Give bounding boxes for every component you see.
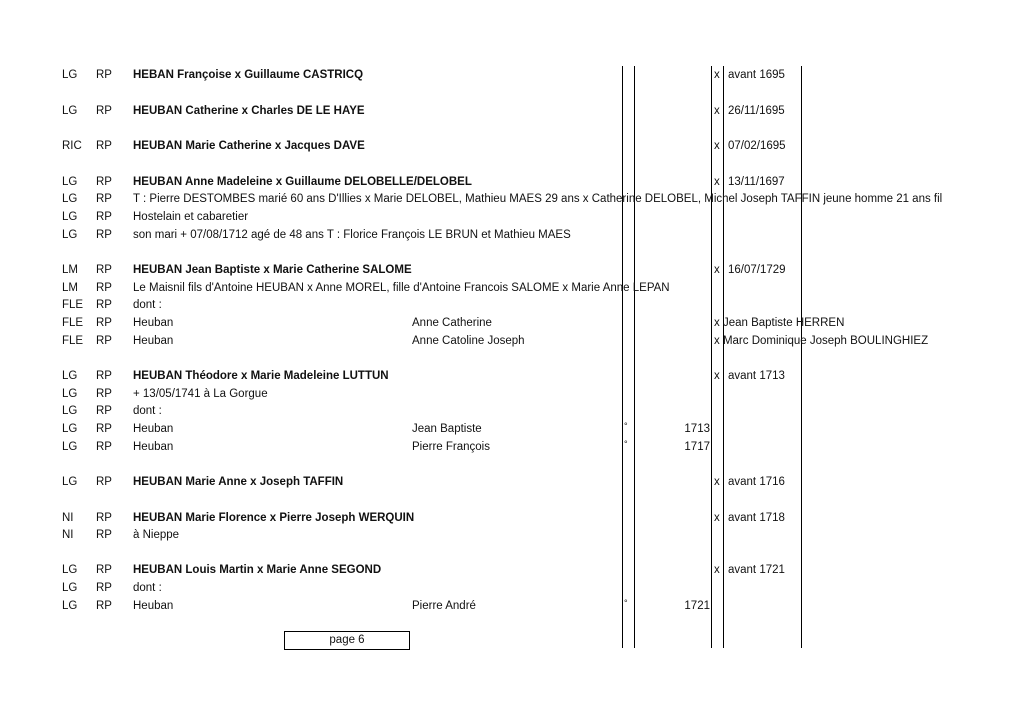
parish-code: LG — [62, 193, 78, 205]
couple-heading: HEUBAN Louis Martin x Marie Anne SEGOND — [133, 564, 382, 576]
marriage-date: 13/11/1697 — [728, 176, 785, 188]
table-row — [0, 66, 1024, 84]
page-number: page 6 — [329, 634, 365, 646]
source-code: RP — [96, 69, 112, 81]
couple-heading: HEBAN Françoise x Guillaume CASTRICQ — [133, 69, 364, 81]
couple-heading: HEUBAN Marie Florence x Pierre Joseph WERQUIN — [133, 512, 415, 524]
table-row — [0, 102, 1024, 120]
first-name: Anne Catoline Joseph — [412, 335, 525, 347]
spouse-name: x Jean Baptiste HERREN — [714, 317, 845, 329]
source-code: RP — [96, 335, 112, 347]
entry-text: Heuban — [133, 423, 174, 435]
table-row — [0, 137, 1024, 155]
entry-text: + 13/05/1741 à La Gorgue — [133, 388, 268, 400]
parish-code: LM — [62, 282, 78, 294]
entry-text: dont : — [133, 299, 162, 311]
source-code: RP — [96, 193, 112, 205]
table-row — [0, 385, 1024, 403]
marriage-date: avant 1718 — [728, 512, 785, 524]
birth-symbol: ° — [624, 439, 628, 449]
couple-heading: HEUBAN Catherine x Charles DE LE HAYE — [133, 105, 365, 117]
parish-code: LM — [62, 264, 78, 276]
table-row — [0, 173, 1024, 191]
table-row — [0, 579, 1024, 597]
table-row — [0, 314, 1024, 332]
marriage-symbol: x — [714, 69, 720, 81]
birth-symbol: ° — [624, 598, 628, 608]
table-row — [0, 296, 1024, 314]
table-row — [0, 597, 1024, 615]
entry-text: T : Pierre DESTOMBES marié 60 ans D'Illies x Marie DELOBEL, Mathieu MAES 29 ans x Catherine DELOBEL, Michel Joseph TAFFIN jeune homme 21 ans fil — [133, 193, 943, 205]
couple-heading: HEUBAN Jean Baptiste x Marie Catherine SALOME — [133, 264, 412, 276]
couple-heading: HEUBAN Théodore x Marie Madeleine LUTTUN — [133, 370, 389, 382]
table-row — [0, 509, 1024, 527]
parish-code: LG — [62, 564, 78, 576]
entry-text: Le Maisnil fils d'Antoine HEUBAN x Anne MOREL, fille d'Antoine Francois SALOME x Marie Anne LEPAN — [133, 282, 670, 294]
first-name: Anne Catherine — [412, 317, 492, 329]
couple-heading: HEUBAN Marie Anne x Joseph TAFFIN — [133, 476, 344, 488]
marriage-date: 07/02/1695 — [728, 140, 786, 152]
table-row — [0, 473, 1024, 491]
parish-code: LG — [62, 105, 78, 117]
marriage-date: 16/07/1729 — [728, 264, 786, 276]
parish-code: LG — [62, 229, 78, 241]
table-row — [0, 526, 1024, 544]
parish-code: FLE — [62, 317, 84, 329]
parish-code: LG — [62, 600, 78, 612]
table-row — [0, 438, 1024, 456]
entry-text: à Nieppe — [133, 529, 180, 541]
marriage-date: 26/11/1695 — [728, 105, 785, 117]
marriage-symbol: x — [714, 512, 720, 524]
table-row — [0, 561, 1024, 579]
entry-text: Heuban — [133, 335, 174, 347]
source-code: RP — [96, 229, 112, 241]
parish-code: LG — [62, 405, 78, 417]
marriage-symbol: x — [714, 264, 720, 276]
marriage-symbol: x — [714, 370, 720, 382]
first-name: Pierre André — [412, 600, 476, 612]
entry-text: Heuban — [133, 441, 174, 453]
source-code: RP — [96, 388, 112, 400]
parish-code: LG — [62, 476, 78, 488]
source-code: RP — [96, 140, 112, 152]
entry-text: Hostelain et cabaretier — [133, 211, 249, 223]
table-row — [0, 208, 1024, 226]
entry-text: son mari + 07/08/1712 agé de 48 ans T : Florice François LE BRUN et Mathieu MAES — [133, 229, 571, 241]
parish-code: FLE — [62, 335, 84, 347]
source-code: RP — [96, 600, 112, 612]
parish-code: LG — [62, 441, 78, 453]
source-code: RP — [96, 211, 112, 223]
marriage-date: avant 1713 — [728, 370, 785, 382]
source-code: RP — [96, 299, 112, 311]
parish-code: LG — [62, 582, 78, 594]
source-code: RP — [96, 512, 112, 524]
parish-code: NI — [62, 512, 74, 524]
entry-text: Heuban — [133, 317, 174, 329]
parish-code: LG — [62, 176, 78, 188]
source-code: RP — [96, 529, 112, 541]
source-code: RP — [96, 582, 112, 594]
marriage-date: avant 1695 — [728, 69, 785, 81]
source-code: RP — [96, 282, 112, 294]
marriage-symbol: x — [714, 176, 720, 188]
marriage-symbol: x — [714, 476, 720, 488]
marriage-date: avant 1716 — [728, 476, 785, 488]
parish-code: LG — [62, 370, 78, 382]
birth-symbol: ° — [624, 421, 628, 431]
marriage-symbol: x — [714, 564, 720, 576]
source-code: RP — [96, 370, 112, 382]
table-row — [0, 332, 1024, 350]
source-code: RP — [96, 405, 112, 417]
source-code: RP — [96, 423, 112, 435]
parish-code: NI — [62, 529, 74, 541]
birth-year: 1717 — [684, 441, 710, 453]
table-row — [0, 190, 1024, 208]
birth-year: 1713 — [684, 423, 710, 435]
source-code: RP — [96, 176, 112, 188]
entry-text: dont : — [133, 405, 162, 417]
marriage-symbol: x — [714, 140, 720, 152]
marriage-date: avant 1721 — [728, 564, 785, 576]
source-code: RP — [96, 441, 112, 453]
marriage-symbol: x — [714, 105, 720, 117]
source-code: RP — [96, 264, 112, 276]
first-name: Jean Baptiste — [412, 423, 482, 435]
page-number-box — [284, 631, 410, 650]
parish-code: FLE — [62, 299, 84, 311]
table-row — [0, 402, 1024, 420]
source-code: RP — [96, 105, 112, 117]
spouse-name: x Marc Dominique Joseph BOULINGHIEZ — [714, 335, 929, 347]
parish-code: RIC — [62, 140, 82, 152]
source-code: RP — [96, 564, 112, 576]
parish-code: LG — [62, 388, 78, 400]
table-row — [0, 261, 1024, 279]
parish-code: LG — [62, 69, 78, 81]
first-name: Pierre François — [412, 441, 490, 453]
entry-text: Heuban — [133, 600, 174, 612]
table-row — [0, 367, 1024, 385]
couple-heading: HEUBAN Anne Madeleine x Guillaume DELOBELLE/DELOBEL — [133, 176, 472, 188]
source-code: RP — [96, 476, 112, 488]
entry-text: dont : — [133, 582, 162, 594]
source-code: RP — [96, 317, 112, 329]
birth-year: 1721 — [684, 600, 710, 612]
table-row — [0, 420, 1024, 438]
parish-code: LG — [62, 423, 78, 435]
couple-heading: HEUBAN Marie Catherine x Jacques DAVE — [133, 140, 365, 152]
table-row — [0, 279, 1024, 297]
table-row — [0, 226, 1024, 244]
parish-code: LG — [62, 211, 78, 223]
